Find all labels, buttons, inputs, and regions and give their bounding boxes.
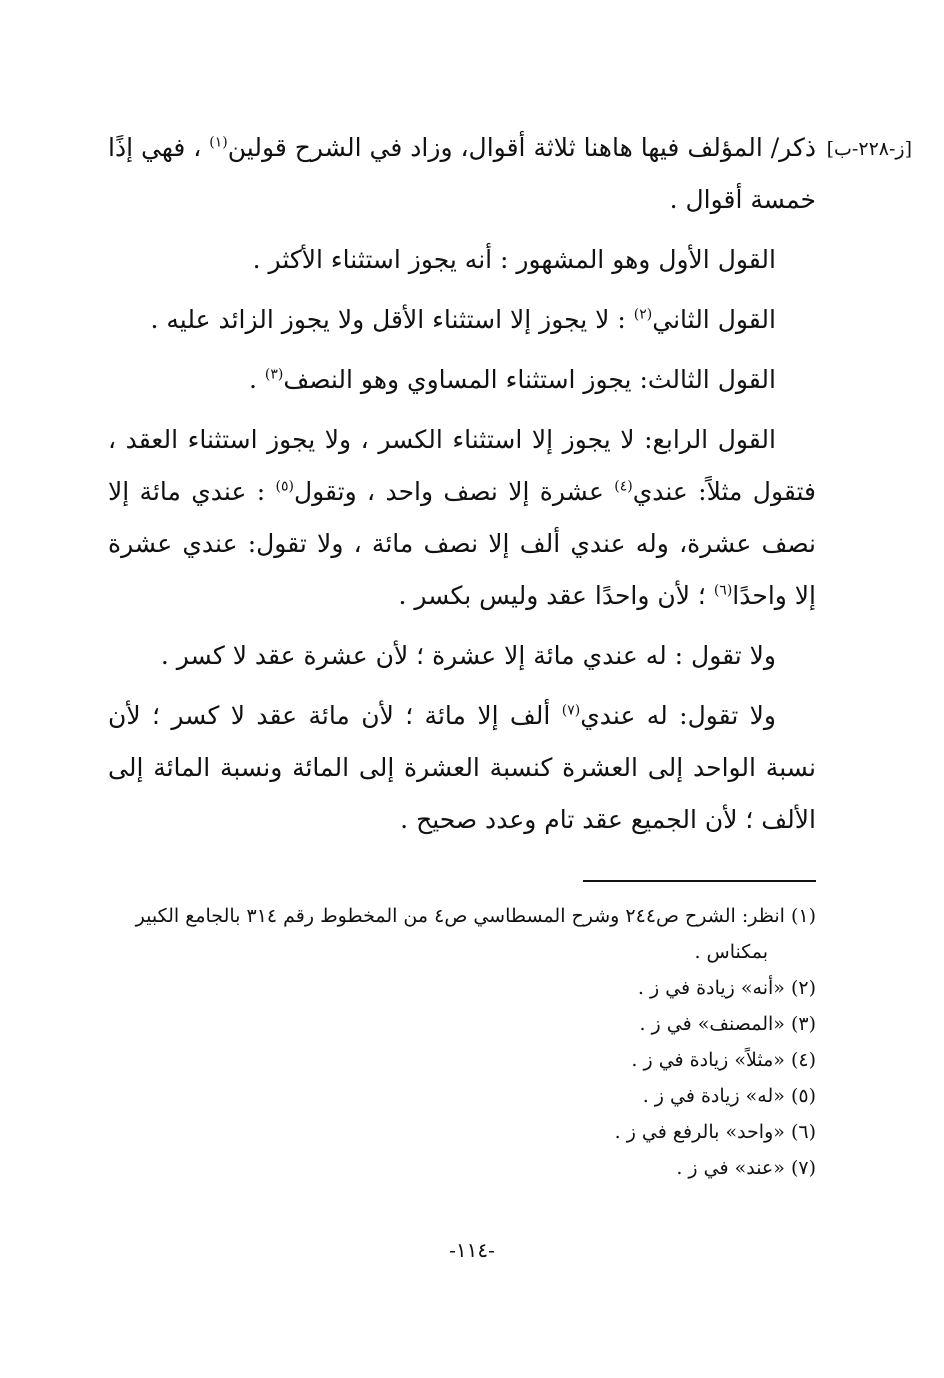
footnote-text: «له» زيادة في ز .: [642, 1085, 785, 1107]
footnote-ref: (٥): [275, 478, 294, 495]
text-segment: القول الأول وهو المشهور : أنه يجوز استثناء الأكثر .: [252, 245, 776, 274]
text-segment: ذكر/ المؤلف فيها هاهنا ثلاثة أقوال، وزاد في الشرح قولين: [227, 133, 816, 162]
footnote-number: (٢): [790, 977, 816, 999]
paragraph-first-opinion: [108, 234, 816, 286]
footnotes: [108, 898, 816, 1186]
footnote-text: «مثلاً» زيادة في ز .: [631, 1049, 785, 1071]
page-number: -١١٤-: [449, 1238, 495, 1262]
footnote-item: [108, 1078, 816, 1114]
footnote-text: «أنه» زيادة في ز .: [637, 977, 785, 999]
footnote-item: [108, 970, 816, 1006]
footnote-number: (٥): [790, 1085, 816, 1107]
footnote-item: [108, 1006, 816, 1042]
footnote-item: [108, 1150, 816, 1186]
text-segment: : عندي مائة إلا نصف عشرة، وله عندي ألف إلا نصف مائة ، ولا تقول: عندي عشرة إلا واحدًا: [108, 477, 816, 610]
footnote-number: (٤): [790, 1049, 816, 1071]
paragraph-fourth-opinion: [108, 414, 816, 622]
footnote-text: «واحد» بالرفع في ز .: [614, 1121, 785, 1143]
paragraph-third-opinion: [108, 354, 816, 406]
text-segment: ولا تقول : له عندي مائة إلا عشرة ؛ لأن عشرة عقد لا كسر .: [160, 641, 776, 670]
footnote-ref: (٣): [264, 366, 284, 383]
text-segment: ولا تقول: له عندي: [580, 701, 776, 730]
footnote-number: (٣): [790, 1013, 816, 1035]
text-segment: القول الرابع: لا يجوز إلا استثناء الكسر ، ولا يجوز استثناء العقد ، فتقول مثلاً: عندي: [108, 425, 817, 506]
paragraph-example-hundred: [108, 690, 816, 846]
text-segment: القول الثالث: يجوز استثناء المساوي وهو النصف: [283, 365, 776, 394]
footnote-text: «عند» في ز .: [676, 1157, 785, 1179]
footnote-ref: (٧): [561, 702, 581, 719]
footnote-ref: (٦): [713, 582, 733, 599]
footnote-text-continued: بمكناس .: [694, 941, 768, 963]
paragraph-intro: [108, 122, 816, 226]
main-text: [108, 122, 816, 854]
text-segment: .: [248, 365, 265, 394]
text-segment: ألف إلا مائة ؛ لأن مائة عقد لا كسر ؛ لأن نسبة الواحد إلى العشرة كنسبة العشرة إلى المائة ونسبة المائة إلى الألف ؛ لأن الجميع عقد تام وعدد صحيح .: [108, 701, 816, 834]
footnote-item: [108, 898, 816, 970]
text-segment: : لا يجوز إلا استثناء الأقل ولا يجوز الزائد عليه .: [150, 305, 634, 334]
paragraph-second-opinion: [108, 294, 816, 346]
footnote-number: (٧): [790, 1157, 816, 1179]
text-segment: ؛ لأن واحدًا عقد وليس بكسر .: [398, 581, 714, 610]
footnote-item: [108, 1042, 816, 1078]
text-segment: القول الثاني: [652, 305, 776, 334]
footnote-text: انظر: الشرح ص٢٤٤ وشرح المسطاسي ص٤ من المخطوط رقم ٣١٤ بالجامع الكبير: [135, 905, 785, 927]
footnote-divider: [583, 880, 816, 882]
paragraph-example-ten: [108, 630, 816, 682]
footnote-ref: (٢): [633, 306, 653, 323]
footnote-number: (١): [790, 905, 816, 927]
manuscript-folio-reference: [ز-٢٢٨-ب]: [826, 138, 912, 160]
text-segment: عشرة إلا نصف واحد ، وتقول: [293, 477, 615, 506]
footnote-item: [108, 1114, 816, 1150]
footnote-ref: (١): [209, 134, 228, 151]
footnote-text: «المصنف» في ز .: [639, 1013, 785, 1035]
text-segment: ، فهي إذًا خمسة أقوال .: [108, 133, 816, 214]
footnote-ref: (٤): [614, 478, 633, 495]
footnote-number: (٦): [790, 1121, 816, 1143]
